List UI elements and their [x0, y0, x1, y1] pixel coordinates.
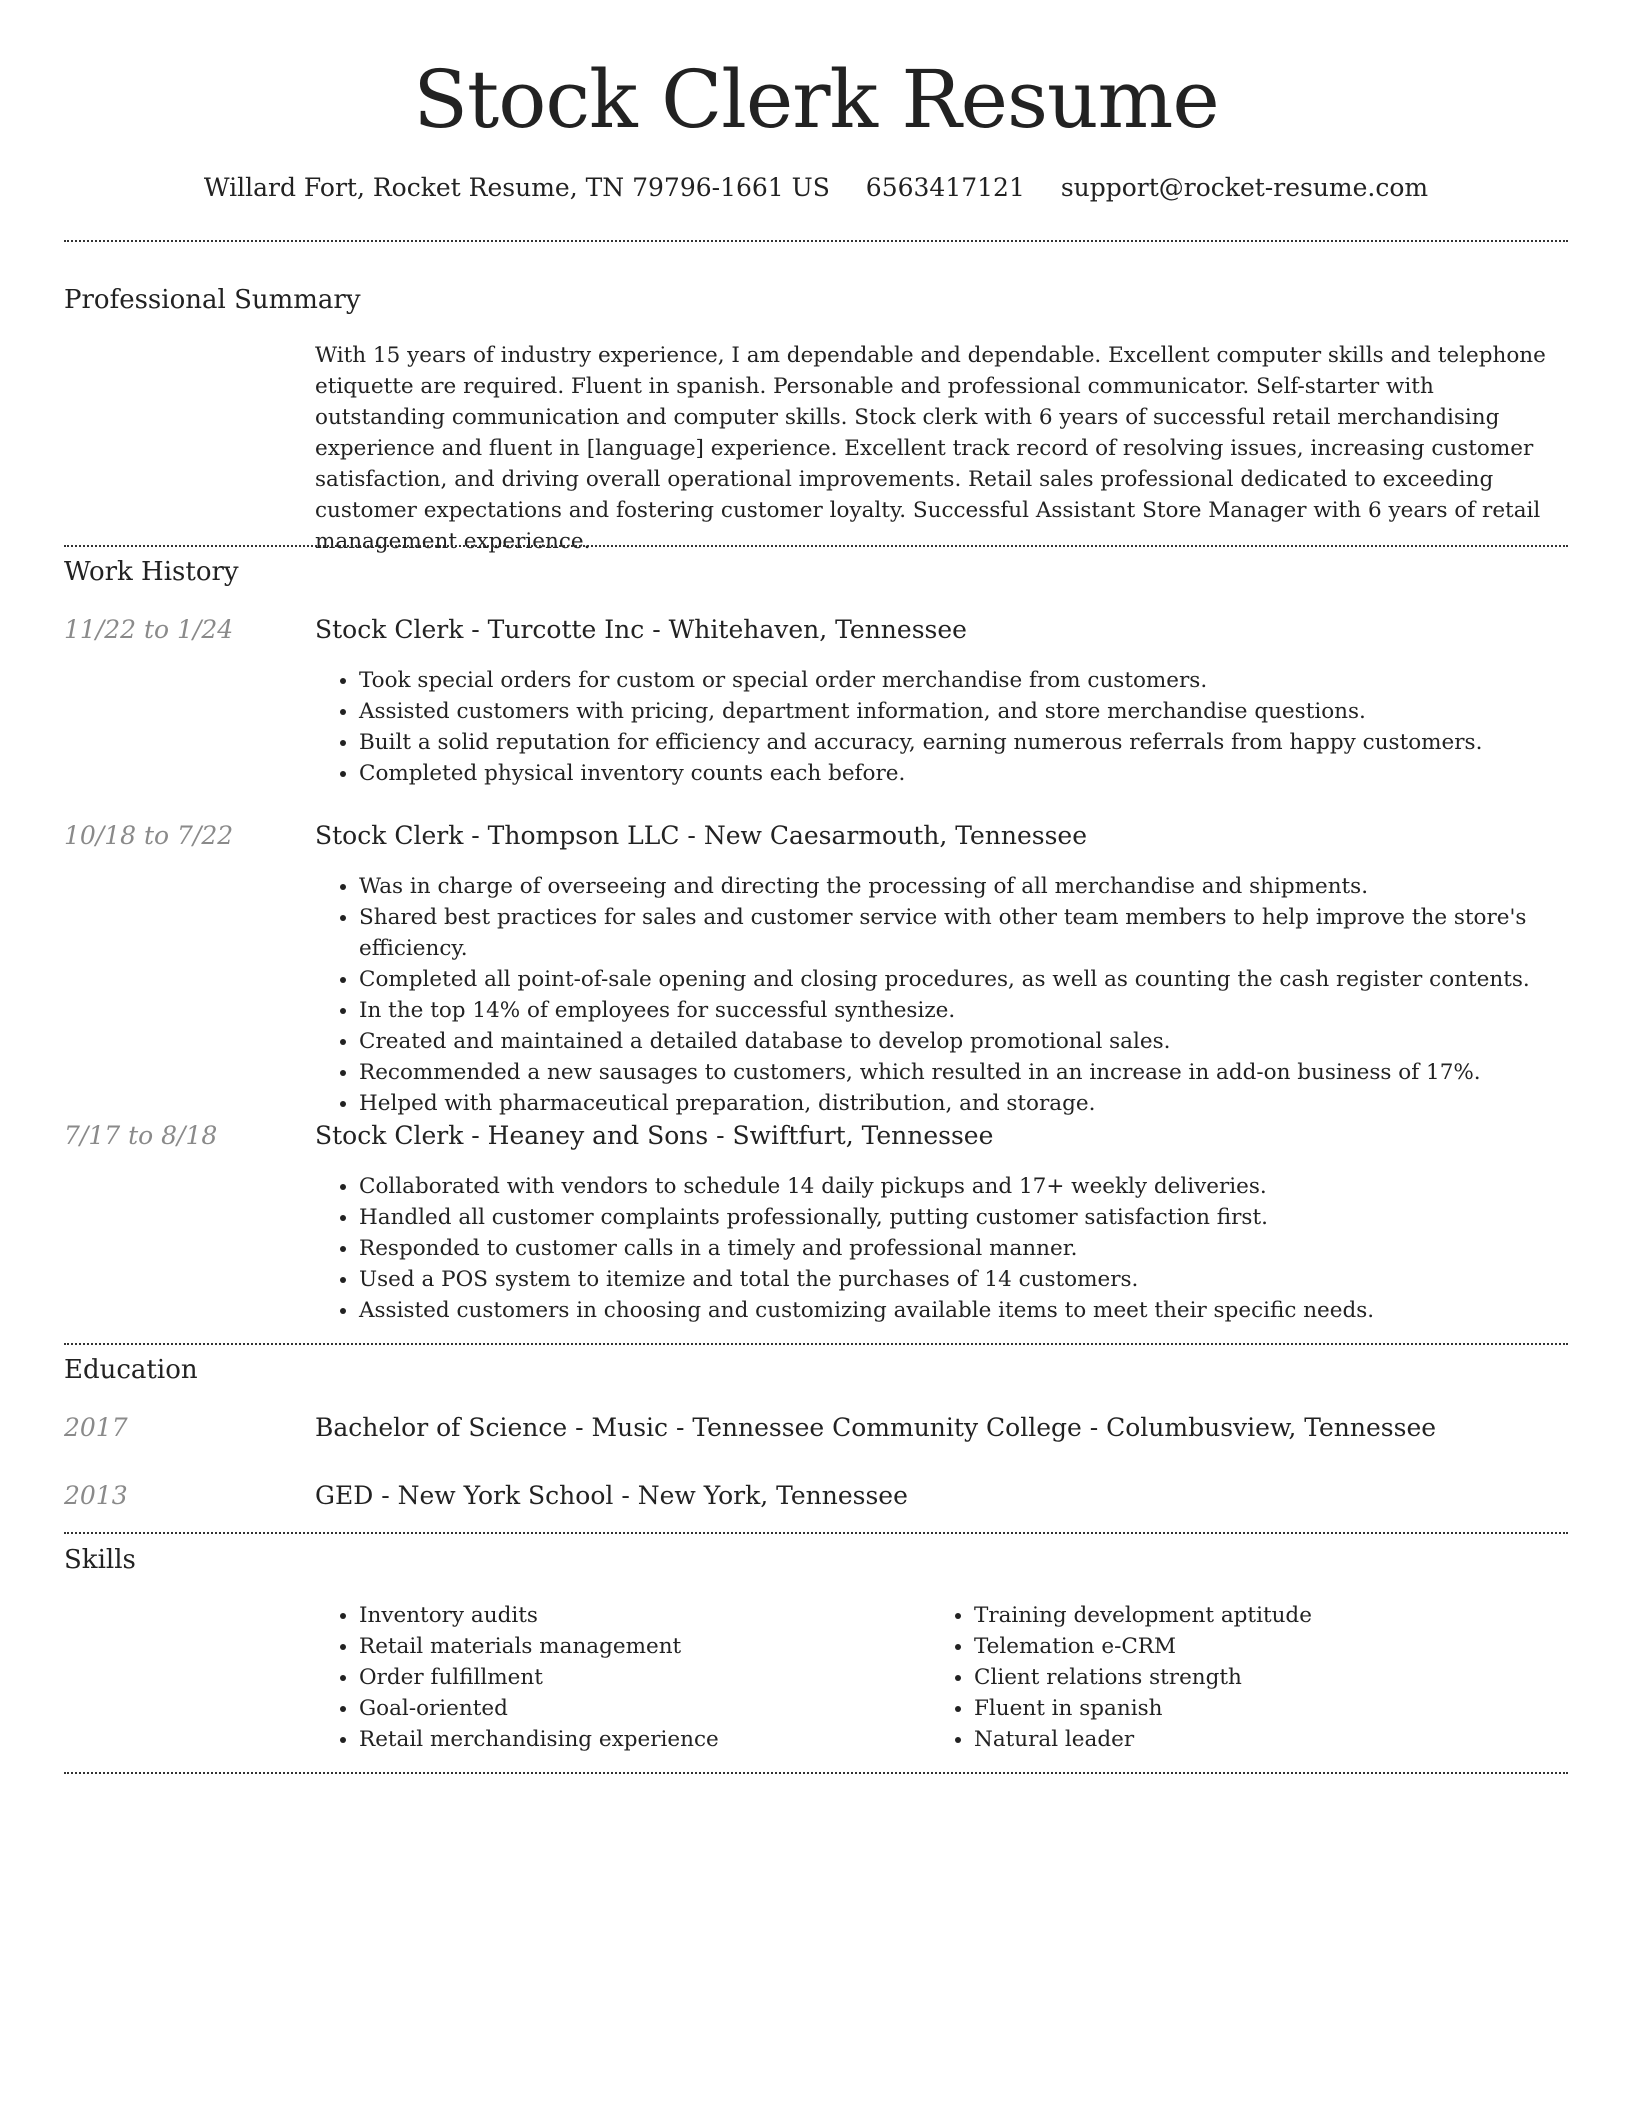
education-entry: Bachelor of Science - Music - Tennessee Community College - Columbusview, Tennessee	[315, 1413, 1437, 1442]
list-item: • Created and maintained a detailed database to develop promotional sales.	[359, 1026, 1555, 1057]
list-item: • Shared best practices for sales and customer service with other team members to help improve the store's efficiency.	[359, 902, 1555, 964]
skill-item: • Natural leader	[974, 1724, 1574, 1755]
skill-item: • Order fulfillment	[359, 1662, 959, 1693]
list-item: • Assisted customers with pricing, department information, and store merchandise questions.	[359, 696, 1555, 727]
section-title-work: Work History	[64, 557, 239, 587]
skill-item: • Retail merchandising experience	[359, 1724, 959, 1755]
job-bullets	[315, 871, 1555, 1119]
contact-phone: 6563417121	[865, 173, 1025, 202]
list-item: • Took special orders for custom or special order merchandise from customers.	[359, 665, 1555, 696]
list-item: • Assisted customers in choosing and customizing available items to meet their specific needs.	[359, 1295, 1555, 1326]
skill-item: • Retail materials management	[359, 1631, 959, 1662]
contact-email: support@rocket-resume.com	[1060, 173, 1429, 202]
list-item: • Completed all point-of-sale opening and closing procedures, as well as counting the cash register contents.	[359, 964, 1555, 995]
list-item: • Completed physical inventory counts each before.	[359, 758, 1555, 789]
skills-list-right	[930, 1600, 1574, 1755]
summary-text: With 15 years of industry experience, I am dependable and dependable. Excellent computer skills and telephone etiquette are required. Fluent in spanish. Personable and professional communicator. Self-starter with outstanding communication and computer skills. Stock clerk with 6 years of successful retail merchandising experience and fluent in [language] experience. Excellent track record of resolving issues, increasing customer satisfaction, and driving overall operational improvements. Retail sales professional dedicated to exceeding customer expectations and fostering customer loyalty. Successful Assistant Store Manager with 6 years of retail management experience.	[315, 343, 1546, 554]
job-title: Stock Clerk - Turcotte Inc - Whitehaven, Tennessee	[315, 615, 967, 644]
list-item: • Built a solid reputation for efficiency and accuracy, earning numerous referrals from happy customers.	[359, 727, 1555, 758]
divider	[64, 1772, 1568, 1774]
list-item: • Collaborated with vendors to schedule 14 daily pickups and 17+ weekly deliveries.	[359, 1171, 1555, 1202]
list-item: • Used a POS system to itemize and total the purchases of 14 customers.	[359, 1264, 1555, 1295]
skill-item: • Client relations strength	[974, 1662, 1574, 1693]
list-item: • Recommended a new sausages to customers, which resulted in an increase in add-on business of 17%.	[359, 1057, 1555, 1088]
skill-item: • Telemation e-CRM	[974, 1631, 1574, 1662]
job-dates: 7/17 to 8/18	[64, 1121, 218, 1150]
job-title: Stock Clerk - Heaney and Sons - Swiftfurt, Tennessee	[315, 1121, 994, 1150]
education-year: 2017	[64, 1413, 128, 1442]
section-title-education: Education	[64, 1355, 198, 1385]
job-title: Stock Clerk - Thompson LLC - New Caesarmouth, Tennessee	[315, 821, 1088, 850]
divider	[64, 1532, 1568, 1534]
resume-title: Stock Clerk Resume	[413, 53, 1219, 146]
list-item: • Was in charge of overseeing and directing the processing of all merchandise and shipments.	[359, 871, 1555, 902]
job-dates: 11/22 to 1/24	[64, 615, 234, 644]
skills-list-left	[315, 1600, 959, 1755]
list-item: • Helped with pharmaceutical preparation, distribution, and storage.	[359, 1088, 1555, 1119]
divider	[64, 240, 1568, 242]
education-entry: GED - New York School - New York, Tennessee	[315, 1481, 908, 1510]
list-item: • Responded to customer calls in a timely and professional manner.	[359, 1233, 1555, 1264]
contact-address: Willard Fort, Rocket Resume, TN 79796-1661 US	[203, 173, 830, 202]
job-bullets	[315, 665, 1555, 789]
job-bullets	[315, 1171, 1555, 1326]
skill-item: • Inventory audits	[359, 1600, 959, 1631]
divider	[64, 545, 1568, 547]
job-dates: 10/18 to 7/22	[64, 821, 234, 850]
education-year: 2013	[64, 1481, 128, 1510]
list-item: • In the top 14% of employees for successful synthesize.	[359, 995, 1555, 1026]
skill-item: • Fluent in spanish	[974, 1693, 1574, 1724]
list-item: • Handled all customer complaints professionally, putting customer satisfaction first.	[359, 1202, 1555, 1233]
skill-item: • Goal-oriented	[359, 1693, 959, 1724]
divider	[64, 1343, 1568, 1345]
skill-item: • Training development aptitude	[974, 1600, 1574, 1631]
section-title-skills: Skills	[64, 1545, 136, 1575]
section-title-summary: Professional Summary	[64, 285, 361, 315]
contact-line	[64, 170, 1568, 206]
